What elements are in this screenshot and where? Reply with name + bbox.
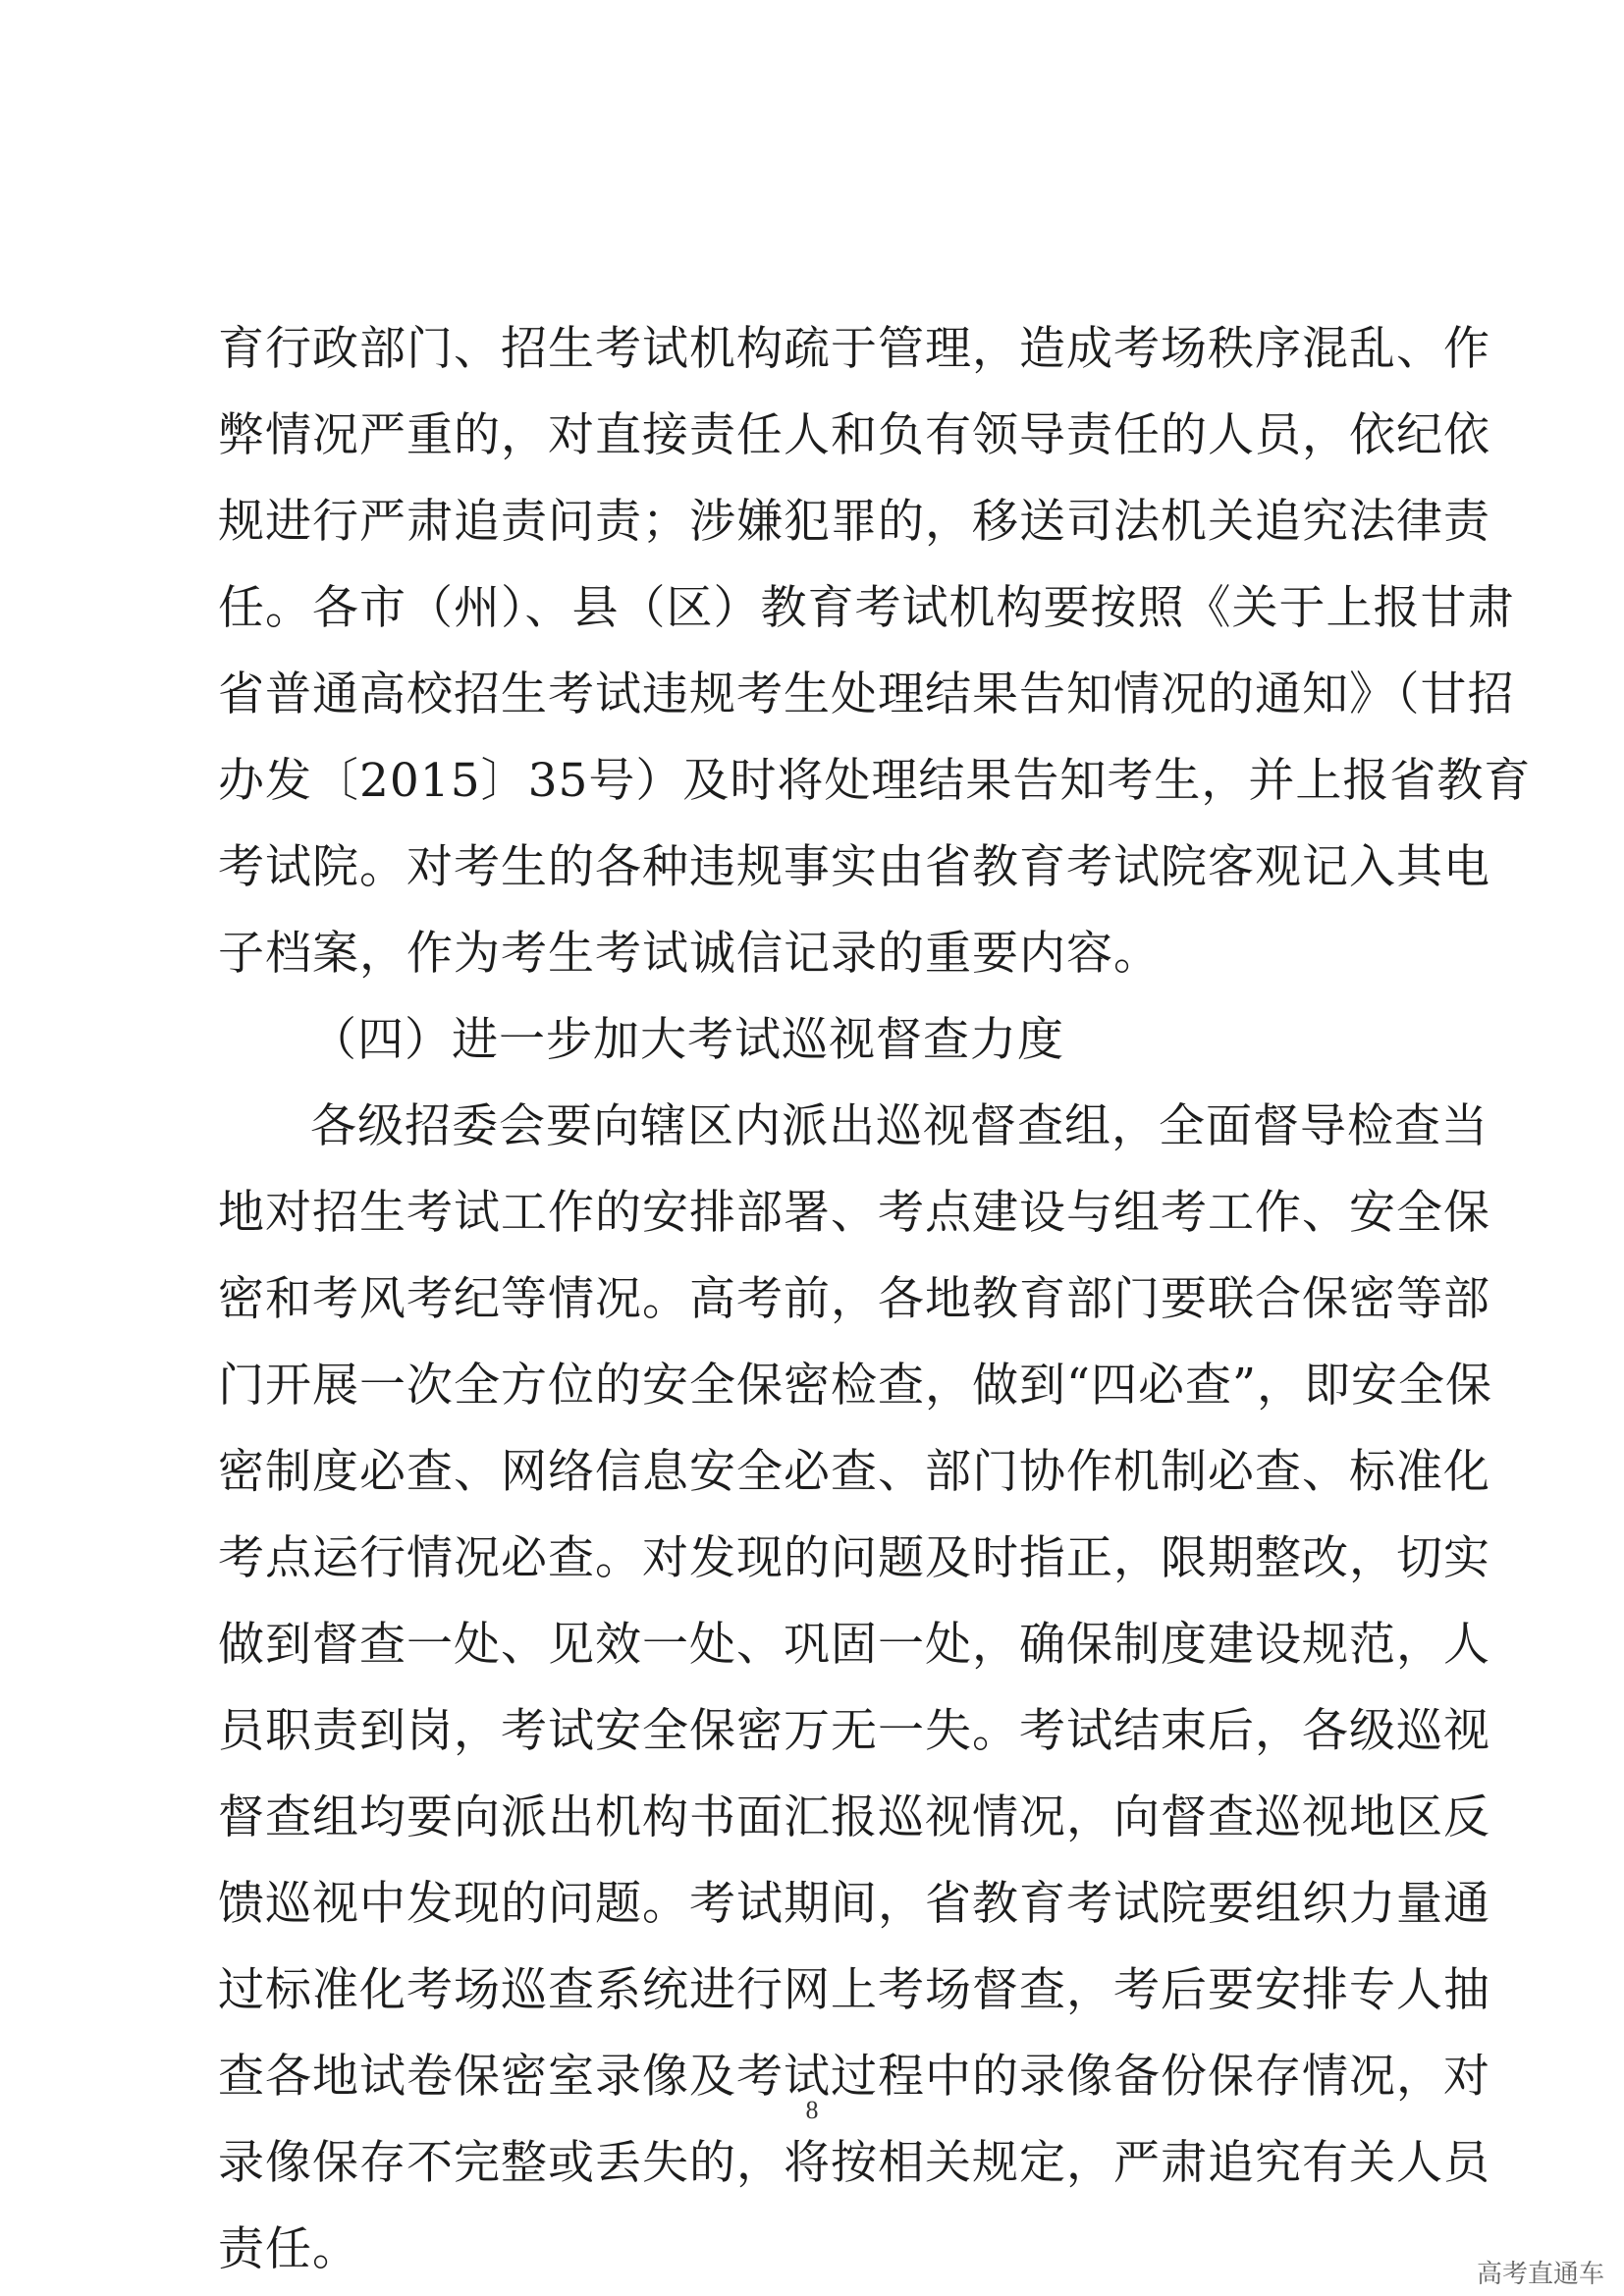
text-line: 育行政部门、招生考试机构疏于管理，造成考场秩序混乱、作 — [218, 322, 1490, 376]
text-line: 录像保存不完整或丢失的，将按相关规定，严肃追究有关人员 — [218, 2136, 1490, 2190]
text-line: 员职责到岗，考试安全保密万无一失。考试结束后，各级巡视 — [218, 1704, 1490, 1758]
text-line: 弊情况严重的，对直接责任人和负有领导责任的人员，依纪依 — [218, 408, 1490, 462]
body-text — [218, 306, 1532, 2293]
text-line: 密和考风考纪等情况。高考前，各地教育部门要联合保密等部 — [218, 1272, 1490, 1326]
text-line: 办发〔2015〕35号）及时将处理结果告知考生，并上报省教育 — [218, 754, 1532, 808]
text-line: 密制度必查、网络信息安全必查、部门协作机制必查、标准化 — [218, 1445, 1490, 1499]
text-line: 各级招委会要向辖区内派出巡视督查组，全面督导检查当 — [310, 1099, 1489, 1153]
text-line: 责任。 — [218, 2222, 359, 2276]
text-line: 馈巡视中发现的问题。考试期间，省教育考试院要组织力量通 — [218, 1877, 1490, 1931]
text-line: 子档案，作为考生考试诚信记录的重要内容。 — [218, 927, 1161, 981]
text-line: 任。各市（州）、县（区）教育考试机构要按照《关于上报甘肃 — [218, 581, 1515, 635]
text-line: 做到督查一处、见效一处、巩固一处，确保制度建设规范，人 — [218, 1618, 1490, 1672]
page-number: 8 — [805, 2096, 819, 2124]
text-line: 督查组均要向派出机构书面汇报巡视情况，向督查巡视地区反 — [218, 1790, 1490, 1844]
text-line: 地对招生考试工作的安排部署、考点建设与组考工作、安全保 — [218, 1186, 1490, 1240]
section-heading: （四）进一步加大考试巡视督查力度 — [310, 1013, 1064, 1067]
watermark: 高考直通车 — [1476, 2260, 1604, 2289]
text-line: 过标准化考场巡查系统进行网上考场督查，考后要安排专人抽 — [218, 1963, 1490, 2017]
text-line: 查各地试卷保密室录像及考试过程中的录像备份保存情况，对 — [218, 2050, 1490, 2104]
text-line: 考点运行情况必查。对发现的问题及时指正，限期整改，切实 — [218, 1531, 1490, 1585]
text-line: 规进行严肃追责问责；涉嫌犯罪的，移送司法机关追究法律责 — [218, 495, 1490, 549]
text-line: 门开展一次全方位的安全保密检查，做到“四必查”，即安全保 — [218, 1359, 1493, 1413]
text-line: 省普通高校招生考试违规考生处理结果告知情况的通知》（甘招 — [218, 667, 1515, 721]
text-line: 考试院。对考生的各种违规事实由省教育考试院客观记入其电 — [218, 840, 1490, 894]
